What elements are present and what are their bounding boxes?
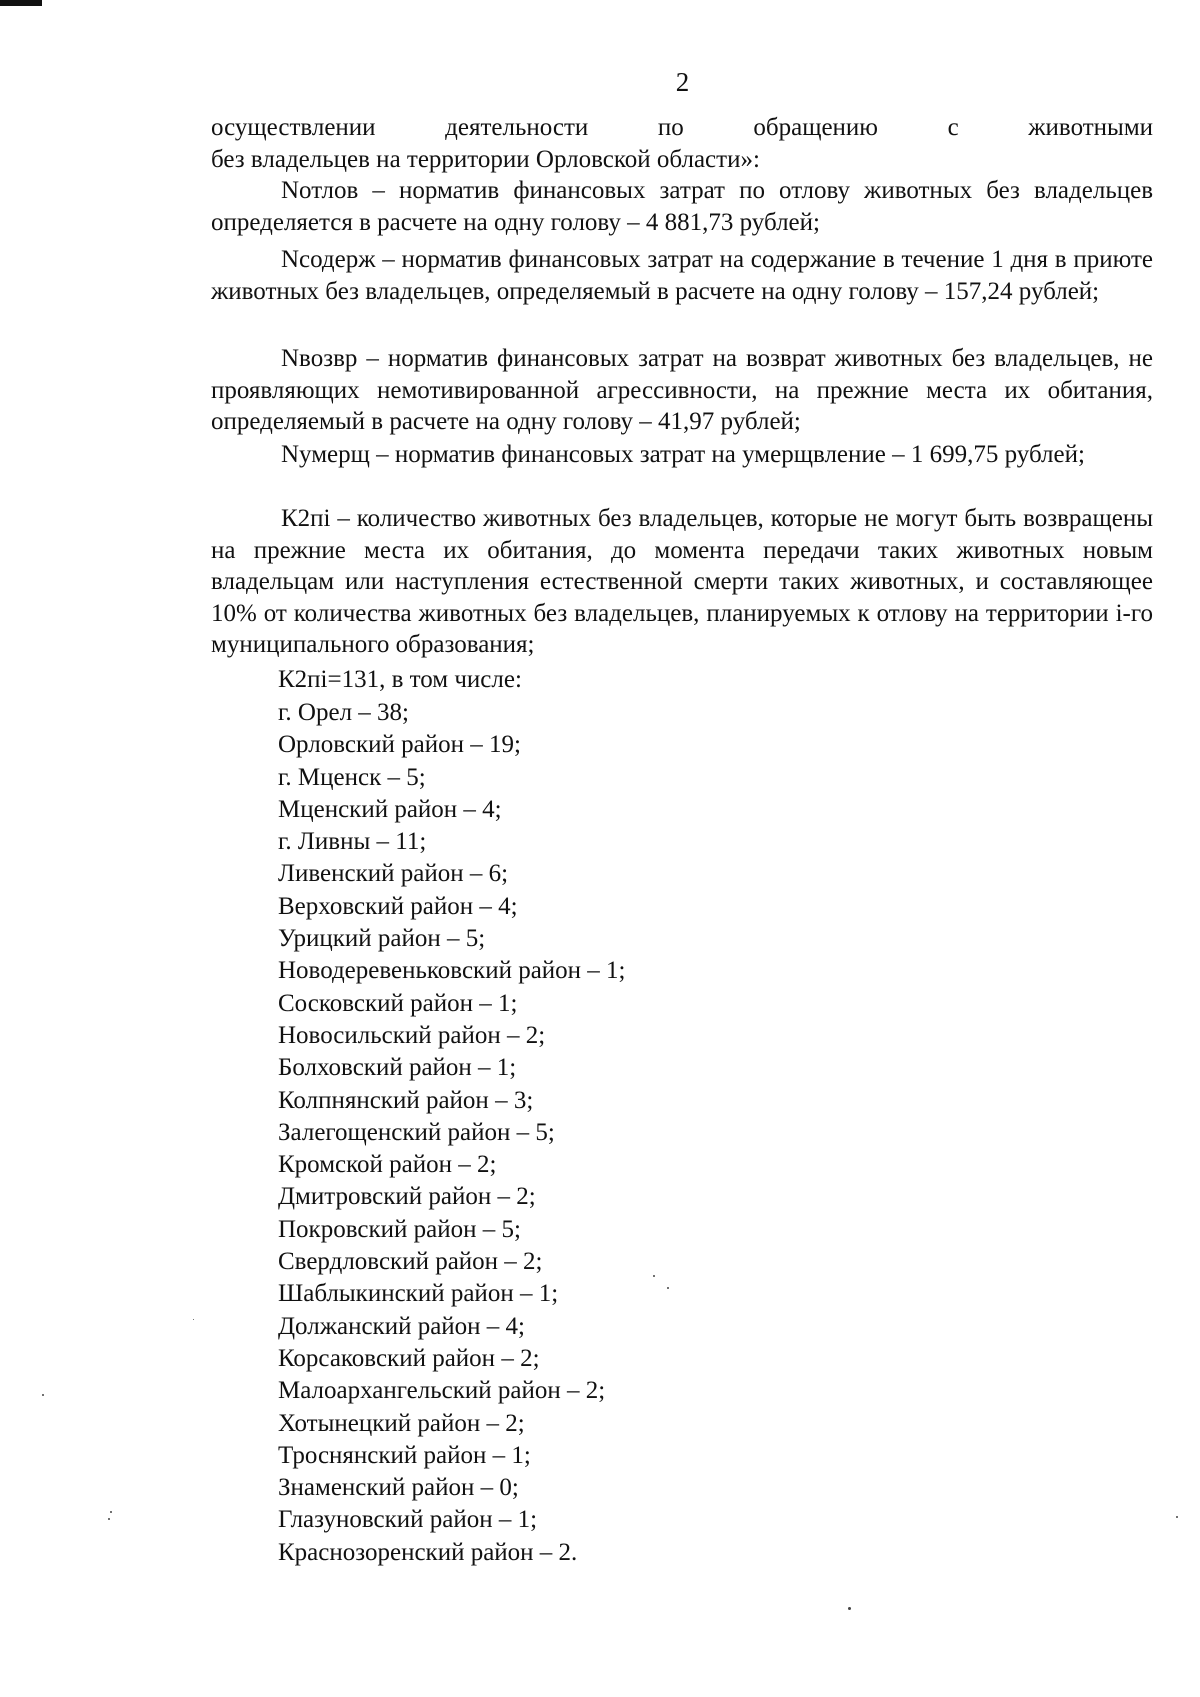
scan-corner-mark bbox=[0, 0, 42, 6]
paragraph-numershch bbox=[211, 439, 1153, 471]
list-item: г. Орел – 38; bbox=[278, 699, 410, 726]
list-item: Малоархангельский район – 2; bbox=[278, 1377, 606, 1405]
list-item: Хотынецкий район – 2; bbox=[278, 1409, 525, 1437]
paragraph-nvozvr-block bbox=[211, 343, 1153, 438]
list-item: Болховский район – 1; bbox=[278, 1054, 517, 1082]
list-item: Урицкий район – 5; bbox=[278, 925, 486, 953]
scan-speck bbox=[1176, 1516, 1178, 1518]
intro-word: осуществлении bbox=[211, 114, 376, 141]
list-item: Должанский район – 4; bbox=[278, 1312, 525, 1340]
paragraph-numershch-block bbox=[211, 439, 1153, 471]
page-number: 2 bbox=[675, 67, 690, 97]
intro-line-2: без владельцев на территории Орловской области»: bbox=[211, 145, 760, 173]
scan-speck bbox=[42, 1394, 44, 1396]
district-list bbox=[278, 697, 626, 1569]
list-item: Мценский район – 4; bbox=[278, 795, 502, 823]
scan-speck bbox=[110, 1511, 112, 1513]
list-item: Орловский район – 19; bbox=[278, 731, 521, 759]
list-item: Сосковский район – 1; bbox=[278, 989, 518, 1017]
scan-speck bbox=[193, 1319, 194, 1320]
scan-speck bbox=[667, 1287, 669, 1289]
list-item: Глазуновский район – 1; bbox=[278, 1506, 538, 1534]
list-item: Дмитровский район – 2; bbox=[278, 1183, 536, 1211]
list-header-block bbox=[278, 664, 978, 696]
intro-word: по bbox=[657, 114, 684, 141]
list-item: Знаменский район – 0; bbox=[278, 1474, 519, 1502]
paragraph-k2pi: К2пi – количество животных без владельцев, которые не могут быть возвращены на прежние места их обитания, до момента передачи таких животных новым владельцам или наступления естественной смерти таких животных, и составляющее 10% от количества животных без владельцев, планируемых к отлову на территории i-го муниципального образования; bbox=[211, 505, 1153, 658]
paragraph-numershch-text: Nумерщ – норматив финансовых затрат на умерщвление – 1 699,75 рублей; bbox=[281, 441, 1085, 468]
intro-line-1 bbox=[211, 112, 1153, 144]
list-item: Новодеревеньковский район – 1; bbox=[278, 957, 626, 985]
list-item: Залегощенский район – 5; bbox=[278, 1118, 555, 1146]
list-item: Ливенский район – 6; bbox=[278, 860, 509, 888]
list-item: г. Ливны – 11; bbox=[278, 828, 427, 856]
list-item: Кромской район – 2; bbox=[278, 1151, 497, 1179]
intro-word: животными bbox=[1028, 114, 1154, 141]
list-item: Колпнянский район – 3; bbox=[278, 1086, 534, 1114]
scan-speck bbox=[653, 1275, 655, 1277]
intro-word: с bbox=[947, 114, 959, 141]
paragraph-nsoderzh-block bbox=[211, 244, 1153, 307]
list-item: Новосильский район – 2; bbox=[278, 1021, 546, 1049]
paragraph-notlov-block bbox=[211, 175, 1153, 238]
list-header: К2пi=131, в том числе: bbox=[278, 666, 522, 693]
list-item: Шаблыкинский район – 1; bbox=[278, 1280, 559, 1308]
list-item: Троснянский район – 1; bbox=[278, 1441, 531, 1469]
paragraph-nvozvr: Nвозвр – норматив финансовых затрат на возврат животных без владельцев, не проявляющих немотивированной агрессивности, на прежние места их обитания, определяемый в расчете на одну голову – 41,97 рублей; bbox=[211, 345, 1153, 435]
intro-word: обращению bbox=[753, 114, 878, 141]
list-item: Верховский район – 4; bbox=[278, 892, 518, 920]
list-item: Корсаковский район – 2; bbox=[278, 1344, 540, 1372]
scan-speck bbox=[108, 1518, 110, 1520]
paragraph-notlov: Nотлов – норматив финансовых затрат по отлову животных без владельцев определяется в расчете на одну голову – 4 881,73 рублей; bbox=[211, 177, 1153, 236]
list-item: Покровский район – 5; bbox=[278, 1215, 521, 1243]
paragraph-nsoderzh: Nсодерж – норматив финансовых затрат на содержание в течение 1 дня в приюте животных без владельцев, определяемый в расчете на одну голову – 157,24 рублей; bbox=[211, 246, 1153, 305]
intro-word: деятельности bbox=[445, 114, 589, 141]
list-item: Краснозоренский район – 2. bbox=[278, 1538, 578, 1566]
paragraph-k2pi-block bbox=[211, 503, 1153, 661]
list-item: Свердловский район – 2; bbox=[278, 1248, 543, 1276]
intro-block bbox=[211, 112, 1153, 175]
list-item: г. Мценск – 5; bbox=[278, 763, 426, 791]
scan-speck bbox=[848, 1607, 851, 1610]
